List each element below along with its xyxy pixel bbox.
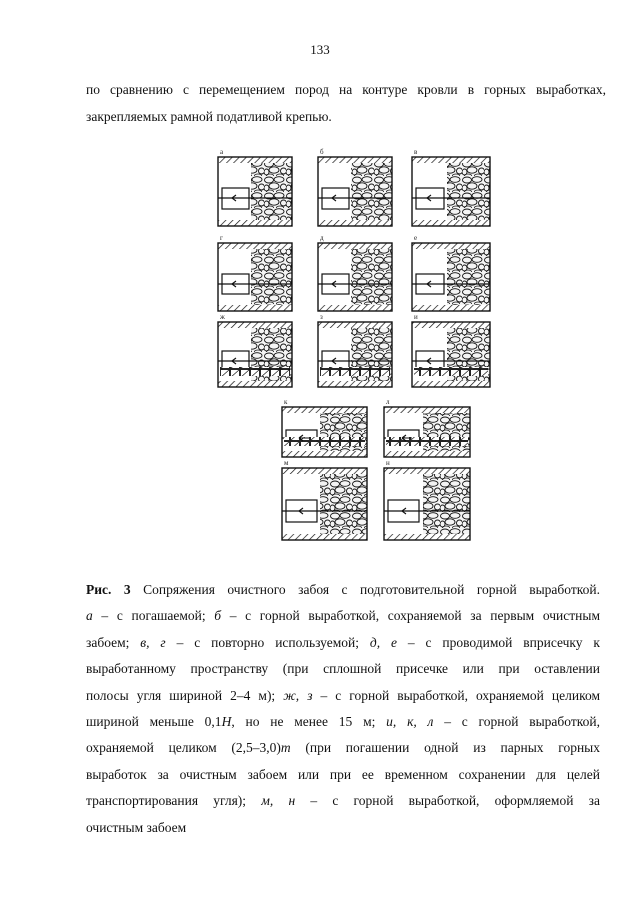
roadway <box>388 430 419 445</box>
caption-line <box>86 762 600 788</box>
pillar-packs <box>220 367 290 376</box>
caption-text: транспортирования угля); <box>86 793 262 809</box>
arrow-icon <box>299 435 309 441</box>
panel-frame <box>412 243 490 311</box>
caption-italic: и, к, л <box>386 714 434 730</box>
caption-text: – с горной выработкой, сохраняемой за первым очистным <box>221 608 600 624</box>
floor-strata <box>412 305 490 311</box>
goaf-rubble <box>251 163 292 220</box>
panel-letter: з <box>320 313 323 321</box>
panel-6 <box>412 234 490 311</box>
panel-letter: и <box>414 313 418 321</box>
roadway <box>286 430 317 445</box>
roof-strata <box>384 407 470 413</box>
caption-text: очистным забоем <box>86 819 187 835</box>
caption-text: Сопряжения очистного забоя с подготовительной горной выработкой. <box>130 582 600 597</box>
panel-frame <box>282 468 367 540</box>
arrow-icon <box>332 281 342 287</box>
roadway <box>222 274 249 294</box>
panel-frame <box>384 468 470 540</box>
arrow-icon <box>232 195 242 201</box>
goaf-rubble <box>351 163 392 220</box>
floor-strata <box>282 534 367 540</box>
panel-letter: ж <box>220 313 225 321</box>
panel-10 <box>282 398 367 457</box>
panel-3 <box>412 148 490 226</box>
goaf-rubble <box>447 249 490 305</box>
goaf-rubble <box>351 328 392 381</box>
arrow-icon <box>427 281 437 287</box>
panel-frame <box>218 243 292 311</box>
pillar-packs <box>284 437 365 446</box>
roof-strata <box>218 322 292 328</box>
caption-text: – с проводимой вприсечку к <box>396 634 600 650</box>
caption-line <box>86 656 600 682</box>
roof-strata <box>318 243 392 249</box>
floor-strata <box>384 451 470 457</box>
panel-13 <box>384 459 470 540</box>
arrow-icon <box>402 435 412 441</box>
panel-frame <box>384 407 470 457</box>
floor-strata <box>318 220 392 226</box>
panel-7 <box>218 313 292 387</box>
arrow-icon <box>332 195 342 201</box>
panel-letter: л <box>386 398 390 406</box>
floor-strata <box>282 451 367 457</box>
roof-strata <box>318 322 392 328</box>
caption-line <box>86 709 600 735</box>
caption-text: охраняемой целиком (2,5–3,0) <box>86 740 281 756</box>
caption-line <box>86 630 600 656</box>
intro-text <box>86 76 606 130</box>
roof-strata <box>412 157 490 163</box>
panel-8 <box>318 313 392 387</box>
goaf-rubble <box>447 163 490 220</box>
panel-letter: г <box>220 234 223 242</box>
roadway <box>416 274 444 294</box>
panel-letter: в <box>414 148 418 156</box>
caption-italic: а <box>86 608 93 624</box>
goaf-rubble <box>251 328 292 381</box>
goaf-rubble <box>320 413 367 451</box>
roadway <box>322 351 349 371</box>
goaf-rubble <box>351 249 392 305</box>
caption-text: , но не менее 15 м; <box>231 714 387 730</box>
floor-strata <box>412 220 490 226</box>
intro-line: закрепляемых рамной податливой крепью. <box>86 109 332 124</box>
arrow-icon <box>402 508 412 514</box>
floor-strata <box>412 381 490 387</box>
roadway <box>416 188 444 209</box>
roof-strata <box>318 157 392 163</box>
caption-text: – с погашаемой; <box>92 608 215 624</box>
roof-strata <box>282 468 367 474</box>
intro-line: по сравнению с перемещением пород на контуре кровли в горных выработках, <box>86 82 606 97</box>
caption-italic: б <box>214 608 222 624</box>
panel-frame <box>318 243 392 311</box>
caption-text: – с повторно используемой; <box>165 634 370 650</box>
panel-frame <box>218 322 292 387</box>
panel-letter: м <box>284 459 289 467</box>
roof-strata <box>218 243 292 249</box>
goaf-rubble <box>423 413 470 451</box>
panel-letter: н <box>386 459 390 467</box>
panel-5 <box>318 234 392 311</box>
pillar-packs <box>320 367 390 376</box>
caption-italic: д, е <box>369 634 397 650</box>
caption-text: – с горной выработкой, охраняемой целиком <box>312 687 600 703</box>
caption-text: забоем; <box>86 634 141 650</box>
floor-strata <box>218 220 292 226</box>
panel-frame <box>282 407 367 457</box>
roof-strata <box>282 407 367 413</box>
arrow-icon <box>427 195 437 201</box>
floor-strata <box>218 381 292 387</box>
roadway <box>222 351 249 371</box>
figure-caption <box>86 577 600 841</box>
caption-italic: ж, з <box>283 687 313 703</box>
figure-label: Рис. 3 <box>86 582 131 597</box>
caption-italic: в, г <box>140 634 166 650</box>
panel-11 <box>384 398 470 457</box>
roadway <box>322 274 349 294</box>
panel-frame <box>318 157 392 226</box>
panel-frame <box>218 157 292 226</box>
page-number: 133 <box>310 42 330 57</box>
caption-line <box>86 735 600 761</box>
caption-italic: m <box>280 740 291 756</box>
caption-line <box>86 683 600 709</box>
caption-line <box>86 788 600 814</box>
panel-12 <box>282 459 367 540</box>
panel-letter: к <box>284 398 288 406</box>
panel-letter: д <box>320 234 324 242</box>
roadway <box>322 188 349 209</box>
roadway <box>222 188 249 209</box>
caption-italic: H <box>221 714 232 730</box>
arrow-icon <box>232 358 242 364</box>
panel-frame <box>318 322 392 387</box>
caption-line <box>86 603 600 629</box>
caption-text: выработок за очистным забоем или при ее временном сохранении для целей <box>86 766 600 782</box>
roadway <box>388 500 419 522</box>
roof-strata <box>384 468 470 474</box>
floor-strata <box>384 534 470 540</box>
panel-9 <box>412 313 490 387</box>
caption-text: (при погашении одной из парных горных <box>290 740 600 756</box>
panel-letter: а <box>220 148 224 156</box>
arrow-icon <box>332 358 342 364</box>
caption-italic: м, н <box>261 793 296 809</box>
roof-strata <box>412 243 490 249</box>
roadway <box>416 351 444 371</box>
floor-strata <box>318 381 392 387</box>
pillar-packs <box>414 367 488 376</box>
goaf-rubble <box>251 249 292 305</box>
floor-strata <box>218 305 292 311</box>
arrow-icon <box>232 281 242 287</box>
arrow-icon <box>427 358 437 364</box>
caption-text: – с горной выработкой, оформляемой за <box>295 793 600 809</box>
caption-line <box>86 815 600 841</box>
floor-strata <box>318 305 392 311</box>
caption-line <box>86 577 600 603</box>
roof-strata <box>412 322 490 328</box>
arrow-icon <box>299 508 309 514</box>
caption-text: выработанному пространству (при сплошной присечке или при оставлении <box>86 661 600 677</box>
panel-frame <box>412 157 490 226</box>
panel-letter: б <box>320 148 324 156</box>
panel-4 <box>218 234 292 311</box>
caption-text: полосы угля шириной 2–4 м); <box>86 687 284 703</box>
goaf-rubble <box>447 328 490 381</box>
panel-2 <box>318 148 392 226</box>
goaf-rubble <box>423 474 470 534</box>
panel-letter: е <box>414 234 418 242</box>
goaf-rubble <box>320 474 367 534</box>
roof-strata <box>218 157 292 163</box>
pillar-packs <box>386 437 468 446</box>
panel-1 <box>218 148 292 226</box>
roadway <box>286 500 317 522</box>
caption-text: шириной меньше 0,1 <box>86 714 222 730</box>
panel-frame <box>412 322 490 387</box>
caption-text: – с горной выработкой, <box>433 714 600 730</box>
